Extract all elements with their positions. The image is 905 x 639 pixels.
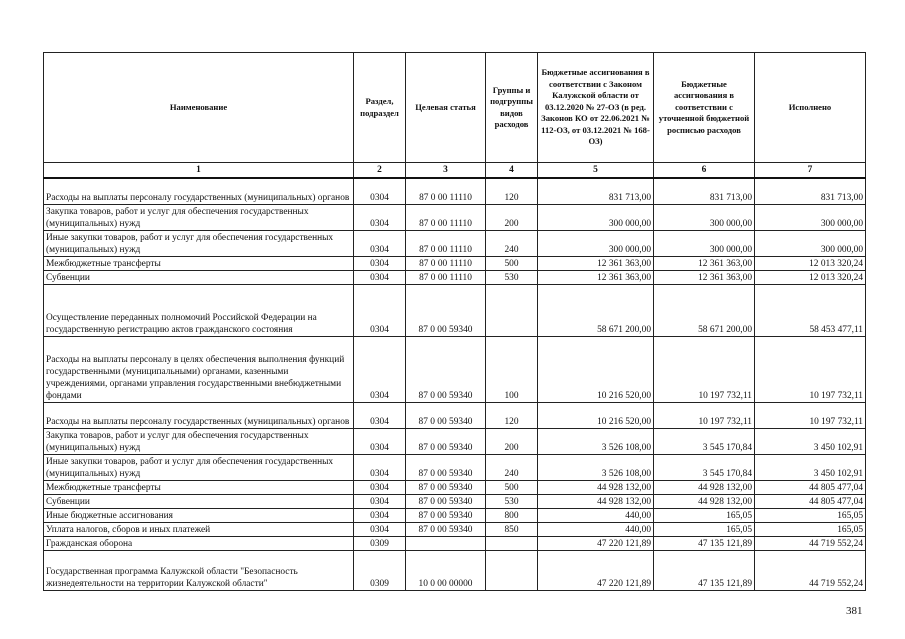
row-executed-amount: 12 013 320,24 [755, 270, 866, 284]
row-refined-amount: 47 135 121,89 [654, 550, 755, 590]
row-refined-amount: 3 545 170,84 [654, 454, 755, 480]
row-name: Иные закупки товаров, работ и услуг для обеспечения государственных (муниципальных) нужд [44, 454, 354, 480]
row-refined-amount: 10 197 732,11 [654, 402, 755, 428]
row-executed-amount: 300 000,00 [755, 204, 866, 230]
row-executed-amount: 44 805 477,04 [755, 494, 866, 508]
row-section: 0309 [354, 550, 406, 590]
row-group: 800 [486, 508, 538, 522]
row-executed-amount: 12 013 320,24 [755, 256, 866, 270]
column-number: 5 [538, 163, 654, 179]
row-executed-amount: 10 197 732,11 [755, 402, 866, 428]
row-article: 87 0 00 59340 [406, 480, 486, 494]
table-row [44, 284, 866, 336]
column-number: 4 [486, 163, 538, 179]
row-name: Иные закупки товаров, работ и услуг для обеспечения государственных (муниципальных) нужд [44, 230, 354, 256]
header-section: Раздел, подраздел [354, 53, 406, 163]
row-refined-amount: 47 135 121,89 [654, 536, 755, 550]
row-refined-amount: 10 197 732,11 [654, 336, 755, 402]
row-article: 87 0 00 11110 [406, 204, 486, 230]
row-law-amount: 44 928 132,00 [538, 480, 654, 494]
row-article: 87 0 00 11110 [406, 230, 486, 256]
row-article: 87 0 00 59340 [406, 284, 486, 336]
column-number: 3 [406, 163, 486, 179]
row-refined-amount: 12 361 363,00 [654, 256, 755, 270]
row-section: 0304 [354, 402, 406, 428]
row-law-amount: 12 361 363,00 [538, 270, 654, 284]
row-refined-amount: 44 928 132,00 [654, 494, 755, 508]
table-row [44, 454, 866, 480]
row-name: Расходы на выплаты персоналу в целях обеспечения выполнения функций государственными (муниципальными) органами, казенными учреждениями, органами управления государственными внебюджетными фондами [44, 336, 354, 402]
row-article: 87 0 00 59340 [406, 508, 486, 522]
column-number-row [44, 163, 866, 179]
row-section: 0304 [354, 494, 406, 508]
row-executed-amount: 58 453 477,11 [755, 284, 866, 336]
row-article: 87 0 00 11110 [406, 270, 486, 284]
row-refined-amount: 12 361 363,00 [654, 270, 755, 284]
row-law-amount: 47 220 121,89 [538, 536, 654, 550]
row-name: Уплата налогов, сборов и иных платежей [44, 522, 354, 536]
column-number: 2 [354, 163, 406, 179]
row-law-amount: 10 216 520,00 [538, 402, 654, 428]
row-group: 100 [486, 336, 538, 402]
row-group: 530 [486, 270, 538, 284]
row-group: 200 [486, 204, 538, 230]
row-name: Закупка товаров, работ и услуг для обеспечения государственных (муниципальных) нужд [44, 204, 354, 230]
row-refined-amount: 165,05 [654, 508, 755, 522]
table-row [44, 336, 866, 402]
row-group: 530 [486, 494, 538, 508]
row-law-amount: 12 361 363,00 [538, 256, 654, 270]
table-row [44, 522, 866, 536]
row-name: Субвенции [44, 494, 354, 508]
row-refined-amount: 165,05 [654, 522, 755, 536]
row-section: 0304 [354, 230, 406, 256]
row-group [486, 550, 538, 590]
table-row [44, 536, 866, 550]
row-name: Осуществление переданных полномочий Российской Федерации на государственную регистрацию актов гражданского состояния [44, 284, 354, 336]
column-number: 6 [654, 163, 755, 179]
row-section: 0309 [354, 536, 406, 550]
row-refined-amount: 3 545 170,84 [654, 428, 755, 454]
row-name: Гражданская оборона [44, 536, 354, 550]
row-executed-amount: 3 450 102,91 [755, 454, 866, 480]
row-law-amount: 47 220 121,89 [538, 550, 654, 590]
row-group: 240 [486, 454, 538, 480]
row-group: 850 [486, 522, 538, 536]
table-row [44, 428, 866, 454]
row-name: Иные бюджетные ассигнования [44, 508, 354, 522]
row-executed-amount: 44 719 552,24 [755, 536, 866, 550]
row-executed-amount: 10 197 732,11 [755, 336, 866, 402]
row-refined-amount: 300 000,00 [654, 204, 755, 230]
row-refined-amount: 44 928 132,00 [654, 480, 755, 494]
table-row [44, 256, 866, 270]
row-article: 87 0 00 59340 [406, 522, 486, 536]
row-section: 0304 [354, 178, 406, 204]
table-row [44, 550, 866, 590]
table-row [44, 402, 866, 428]
row-law-amount: 58 671 200,00 [538, 284, 654, 336]
row-group: 120 [486, 178, 538, 204]
row-name: Государственная программа Калужской области "Безопасность жизнедеятельности на территории Калужской области" [44, 550, 354, 590]
row-group [486, 536, 538, 550]
row-section: 0304 [354, 270, 406, 284]
row-executed-amount: 44 719 552,24 [755, 550, 866, 590]
column-number: 1 [44, 163, 354, 179]
row-law-amount: 3 526 108,00 [538, 428, 654, 454]
row-name: Закупка товаров, работ и услуг для обеспечения государственных (муниципальных) нужд [44, 428, 354, 454]
table-body [44, 178, 866, 590]
table-row [44, 494, 866, 508]
row-article: 87 0 00 59340 [406, 336, 486, 402]
table-row [44, 480, 866, 494]
row-law-amount: 3 526 108,00 [538, 454, 654, 480]
row-section: 0304 [354, 522, 406, 536]
row-section: 0304 [354, 454, 406, 480]
header-group: Группы и подгруппы видов расходов [486, 53, 538, 163]
row-article [406, 536, 486, 550]
row-section: 0304 [354, 480, 406, 494]
row-law-amount: 440,00 [538, 522, 654, 536]
budget-table [43, 52, 866, 591]
row-law-amount: 300 000,00 [538, 230, 654, 256]
table-row [44, 508, 866, 522]
row-name: Субвенции [44, 270, 354, 284]
row-name: Межбюджетные трансферты [44, 256, 354, 270]
row-name: Межбюджетные трансферты [44, 480, 354, 494]
row-group: 120 [486, 402, 538, 428]
column-number: 7 [755, 163, 866, 179]
header-refined-allocations: Бюджетные ассигнования в соответствии с уточненной бюджетной росписью расходов [654, 53, 755, 163]
row-executed-amount: 165,05 [755, 508, 866, 522]
row-law-amount: 440,00 [538, 508, 654, 522]
header-executed: Исполнено [755, 53, 866, 163]
row-law-amount: 300 000,00 [538, 204, 654, 230]
table-row [44, 270, 866, 284]
row-executed-amount: 44 805 477,04 [755, 480, 866, 494]
row-article: 87 0 00 59340 [406, 428, 486, 454]
row-group: 240 [486, 230, 538, 256]
row-section: 0304 [354, 204, 406, 230]
row-group [486, 284, 538, 336]
row-section: 0304 [354, 256, 406, 270]
header-law-allocations: Бюджетные ассигнования в соответствии с Законом Калужской области от 03.12.2020 № 27-ОЗ (в ред. Законов КО от 22.06.2021 № 112-ОЗ, от 03.12.2021 № 168-ОЗ) [538, 53, 654, 163]
row-law-amount: 10 216 520,00 [538, 336, 654, 402]
row-executed-amount: 300 000,00 [755, 230, 866, 256]
row-section: 0304 [354, 284, 406, 336]
row-section: 0304 [354, 336, 406, 402]
header-article: Целевая статья [406, 53, 486, 163]
row-name: Расходы на выплаты персоналу государственных (муниципальных) органов [44, 402, 354, 428]
row-article: 87 0 00 59340 [406, 494, 486, 508]
header-name: Наименование [44, 53, 354, 163]
row-group: 500 [486, 256, 538, 270]
row-article: 87 0 00 59340 [406, 402, 486, 428]
row-executed-amount: 3 450 102,91 [755, 428, 866, 454]
row-refined-amount: 831 713,00 [654, 178, 755, 204]
table-row [44, 204, 866, 230]
row-executed-amount: 831 713,00 [755, 178, 866, 204]
row-article: 87 0 00 11110 [406, 178, 486, 204]
header-row [44, 53, 866, 163]
row-article: 87 0 00 59340 [406, 454, 486, 480]
row-group: 500 [486, 480, 538, 494]
page-number: 381 [846, 605, 863, 617]
row-article: 87 0 00 11110 [406, 256, 486, 270]
table-row [44, 230, 866, 256]
row-refined-amount: 300 000,00 [654, 230, 755, 256]
row-name: Расходы на выплаты персоналу государственных (муниципальных) органов [44, 178, 354, 204]
row-refined-amount: 58 671 200,00 [654, 284, 755, 336]
row-law-amount: 831 713,00 [538, 178, 654, 204]
row-executed-amount: 165,05 [755, 522, 866, 536]
row-group: 200 [486, 428, 538, 454]
row-law-amount: 44 928 132,00 [538, 494, 654, 508]
row-article: 10 0 00 00000 [406, 550, 486, 590]
table-row [44, 178, 866, 204]
row-section: 0304 [354, 428, 406, 454]
row-section: 0304 [354, 508, 406, 522]
